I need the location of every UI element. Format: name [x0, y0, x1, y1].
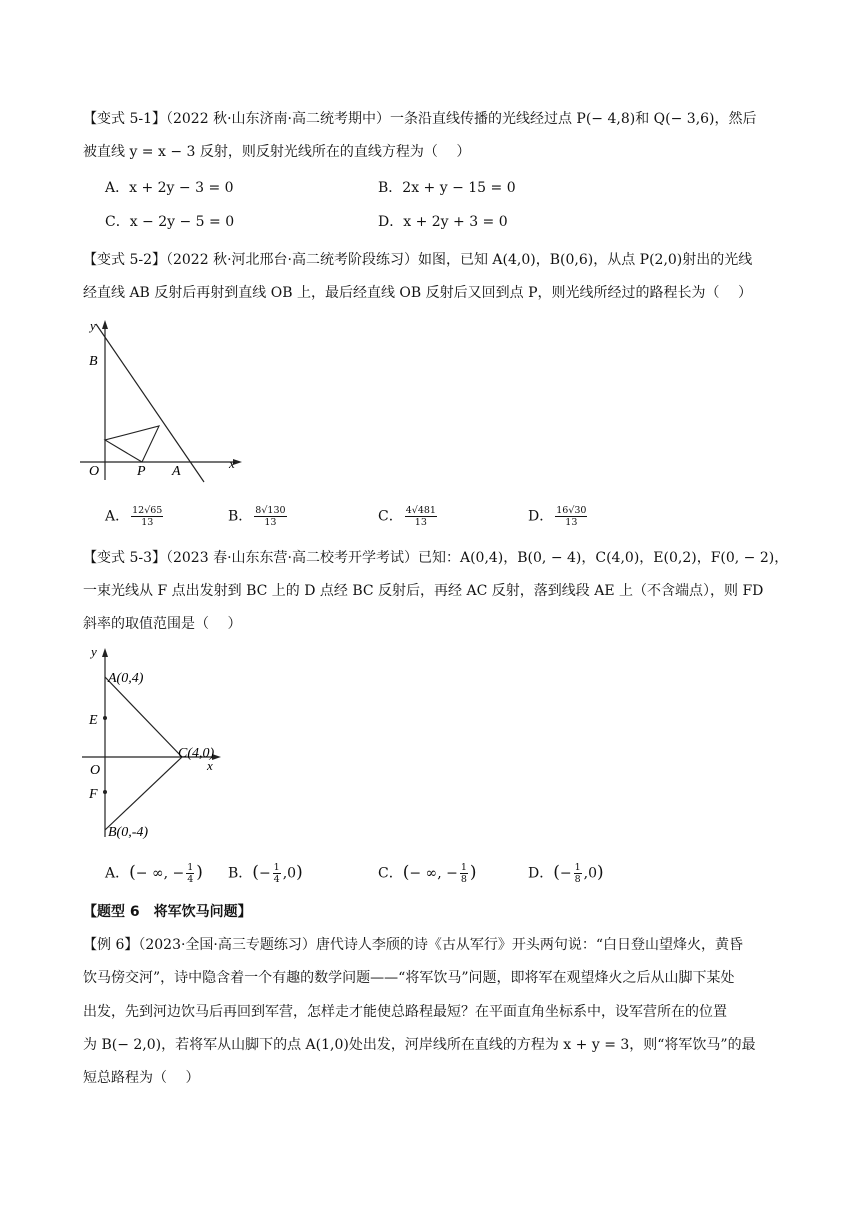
v52-label-a: A	[172, 464, 181, 479]
v53-segment-bc	[105, 757, 182, 830]
v53-option-a: A．(− ∞, − $\frac{1}{4}$ )	[105, 862, 203, 885]
v53-label-x: x	[207, 758, 213, 773]
v51-option-d: D．x + 2y + 3 = 0	[378, 214, 508, 230]
v52-light-path	[105, 426, 159, 462]
v53-point-e	[103, 716, 107, 720]
v52-figure	[76, 314, 251, 486]
v53-label-a: A(0,4)	[108, 671, 144, 686]
v53-y-arrow	[102, 648, 108, 657]
v53-line3: 斜率的取值范围是（ ）	[83, 616, 242, 632]
v52-line2: 经直线 AB 反射后再射到直线 OB 上，最后经直线 OB 反射后又回到点 P，则光线所经过的路程长为（ ）	[83, 285, 752, 301]
v53-segment-ac	[105, 677, 182, 757]
t6-line1: 【例 6】（2023·全国·高三专题练习）唐代诗人李颀的诗《古从军行》开头两句说：“白日登山望烽火，黄昏	[83, 937, 744, 953]
v53-label-o: O	[90, 763, 101, 778]
v51-line2: 被直线 y = x − 3 反射，则反射光线所在的直线方程为（ ）	[83, 144, 471, 160]
v53-point-f	[103, 790, 107, 794]
v53-label-b: B(0,-4)	[108, 825, 149, 840]
t6-heading: 【题型 6 将军饮马问题】	[83, 904, 252, 920]
v53-label-y: y	[91, 644, 97, 659]
v51-option-a: A．x + 2y − 3 = 0	[105, 180, 234, 196]
v52-line1: 【变式 5-2】（2022 秋·河北邢台·高二统考阶段练习）如图，已知 A(4,0)，B(0,6)，从点 P(2,0)射出的光线	[83, 252, 753, 268]
v53-line2: 一束光线从 F 点出发射到 BC 上的 D 点经 BC 反射后，再经 AC 反射，落到线段 AE 上（不含端点），则 FD	[83, 583, 764, 599]
v52-label-o: O	[89, 464, 100, 479]
v52-label-y: y	[90, 318, 96, 333]
v52-label-p: P	[137, 464, 146, 479]
v53-label-f: F	[89, 787, 98, 802]
v51-option-b: B．2x + y − 15 = 0	[378, 180, 516, 196]
v52-option-d: D． $\frac{16√30}{13}$	[528, 505, 587, 528]
v53-option-b: B．(− $\frac{1}{4}$ ,0)	[228, 862, 303, 885]
v52-label-x: x	[229, 456, 235, 471]
v52-label-b: B	[89, 354, 98, 369]
v53-line1: 【变式 5-3】（2023 春·山东东营·高二校考开学考试）已知：A(0,4)，B(0, − 4)，C(4,0)，E(0,2)，F(0, − 2)，	[83, 550, 789, 566]
v51-line1: 【变式 5-1】（2022 秋·山东济南·高二统考期中）一条沿直线传播的光线经过点 P(− 4,8)和 Q(− 3,6)，然后	[83, 111, 757, 127]
v53-label-c: C(4,0)	[178, 746, 215, 761]
t6-line4: 为 B(− 2,0)，若将军从山脚下的点 A(1,0)处出发，河岸线所在直线的方程为 x + y = 3，则“将军饮马”的最	[83, 1037, 756, 1053]
t6-line5: 短总路程为（ ）	[83, 1070, 200, 1086]
v52-line-ab	[96, 324, 204, 482]
v51-option-c: C．x − 2y − 5 = 0	[105, 214, 235, 230]
v52-option-c: C． $\frac{4√481}{13}$	[378, 505, 436, 528]
v52-option-b: B． $\frac{8√130}{13}$	[228, 505, 286, 528]
t6-line2: 饮马傍交河”，诗中隐含着一个有趣的数学问题——“将军饮马”问题，即将军在观望烽火之后从山脚下某处	[83, 970, 735, 986]
v52-y-arrow	[102, 320, 108, 329]
v53-label-e: E	[89, 713, 98, 728]
v52-option-a: A． $\frac{12√65}{13}$	[105, 505, 163, 528]
t6-line3: 出发，先到河边饮马后再回到军营，怎样走才能使总路程最短？在平面直角坐标系中，设军营所在的位置	[83, 1004, 727, 1020]
v53-option-c: C．(− ∞, − $\frac{1}{8}$ )	[378, 862, 477, 885]
v53-option-d: D．(− $\frac{1}{8}$ ,0)	[528, 862, 604, 885]
v53-figure	[80, 640, 235, 845]
